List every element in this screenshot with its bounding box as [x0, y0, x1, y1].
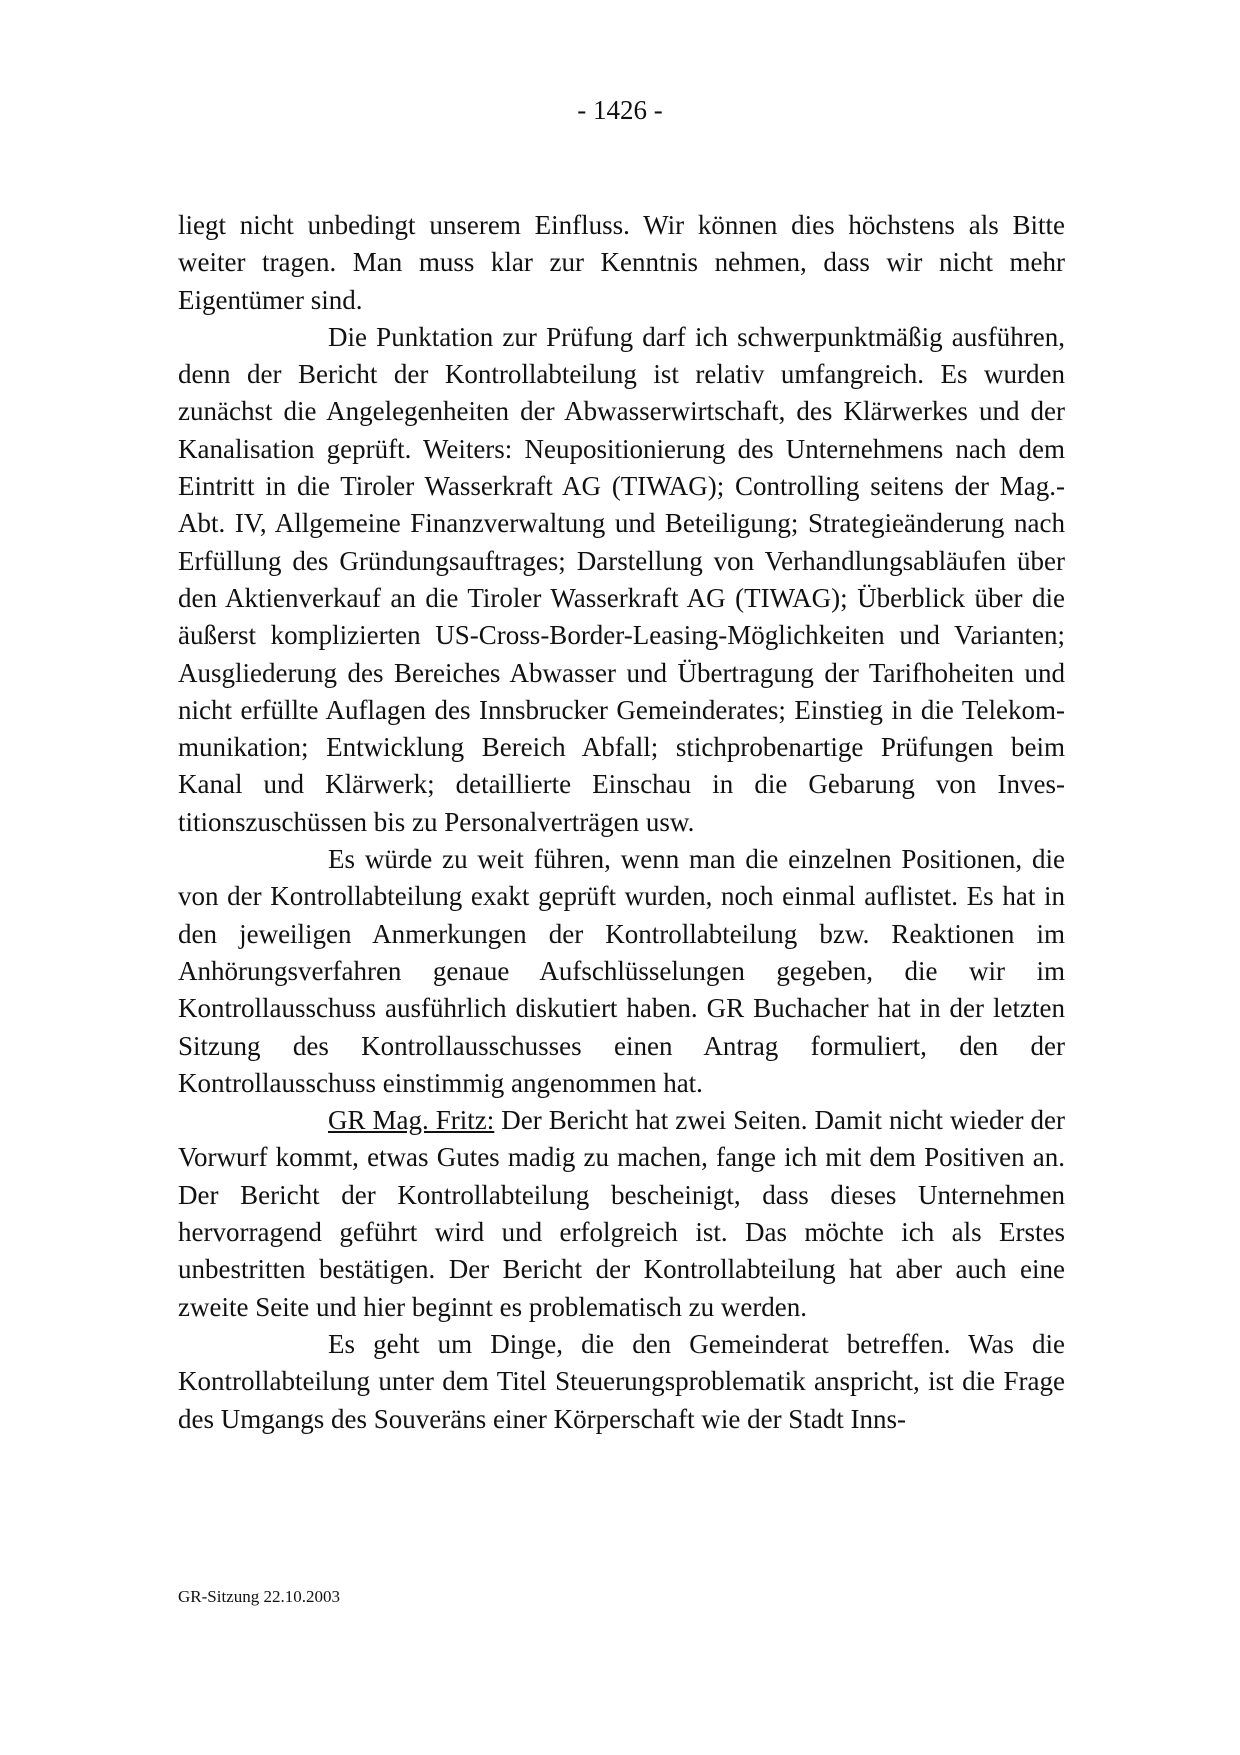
paragraph-3: Es würde zu weit führen, wenn man die einzelnen Positionen, die von der Kontrollabteilung exakt geprüft wurden, noch einmal auflistet. Es hat in den jeweiligen Anmerkungen der Kontrollabteilung bzw. Reaktionen im Anhörungsverfahren genaue Aufschlüsselungen gegeben, die wir im Kontrollausschuss ausführlich diskutiert haben. GR Buchacher hat in der letzten Sitzung des Kontrollausschusses einen Antrag formuliert, den der Kontrollausschuss einstimmig angenommen hat.: [178, 844, 1065, 1098]
document-body: [178, 207, 1065, 1438]
speaker-statement: Der Bericht hat zwei Seiten. Damit nicht wieder der Vorwurf kommt, etwas Gutes madig zu machen, fange ich mit dem Positiven an. Der Bericht der Kontrollabteilung bescheinigt, dass dieses Unternehmen hervorragend geführt wird und erfolgreich ist. Das möchte ich als Erstes unbestritten bestätigen. Der Bericht der Kontrollabteilung hat aber auch eine zweite Seite und hier beginnt es problematisch zu werden.: [178, 1105, 1065, 1322]
page-number: - 1426 -: [577, 95, 663, 125]
paragraph-2: Die Punktation zur Prüfung darf ich schwerpunktmäßig ausführen, denn der Bericht der Kontrollabteilung ist relativ umfangreich. Es wurden zunächst die Angelegenheiten der Abwasserwirtschaft, des Klärwerkes und der Kanalisation geprüft. Weiters: Neupositionierung des Unternehmens nach dem Eintritt in die Tiroler Wasserkraft AG (TIWAG); Controlling seitens der Mag.-Abt. IV, Allgemeine Finanzverwaltung und Beteiligung; Strategieänderung nach Erfüllung des Gründungsauftrages; Darstellung von Verhandlungsabläufen über den Aktienverkauf an die Tiroler Wasserkraft AG (TIWAG); Überblick über die äußerst komplizierten US-Cross-Border-Leasing-Möglichkeiten und Varianten; Ausgliederung des Bereiches Abwasser und Übertragung der Tarifhoheiten und nicht erfüllte Auflagen des Innsbrucker Gemeinderates; Einstieg in die Telekommunikation; Entwicklung Bereich Abfall; stichprobenartige Prüfungen beim Kanal und Klärwerk; detaillierte Einschau in die Gebarung von Investitionszuschüssen bis zu Personalverträgen usw.: [178, 321, 1065, 837]
speaker-name: GR Mag. Fritz:: [328, 1105, 495, 1136]
footer-session-date: GR-Sitzung 22.10.2003: [178, 1587, 340, 1606]
paragraph-1: liegt nicht unbedingt unserem Einfluss. Wir können dies höchstens als Bitte weiter tragen. Man muss klar zur Kenntnis nehmen, dass wir nicht mehr Eigentümer sind.: [178, 210, 1065, 315]
paragraph-5: Es geht um Dinge, die den Gemeinderat betreffen. Was die Kontrollabteilung unter dem Titel Steuerungsproblematik anspricht, ist die Frage des Umgangs des Souveräns einer Körperschaft wie der Stadt Inns-: [178, 1328, 1065, 1434]
paragraph-4: [178, 1102, 1065, 1326]
